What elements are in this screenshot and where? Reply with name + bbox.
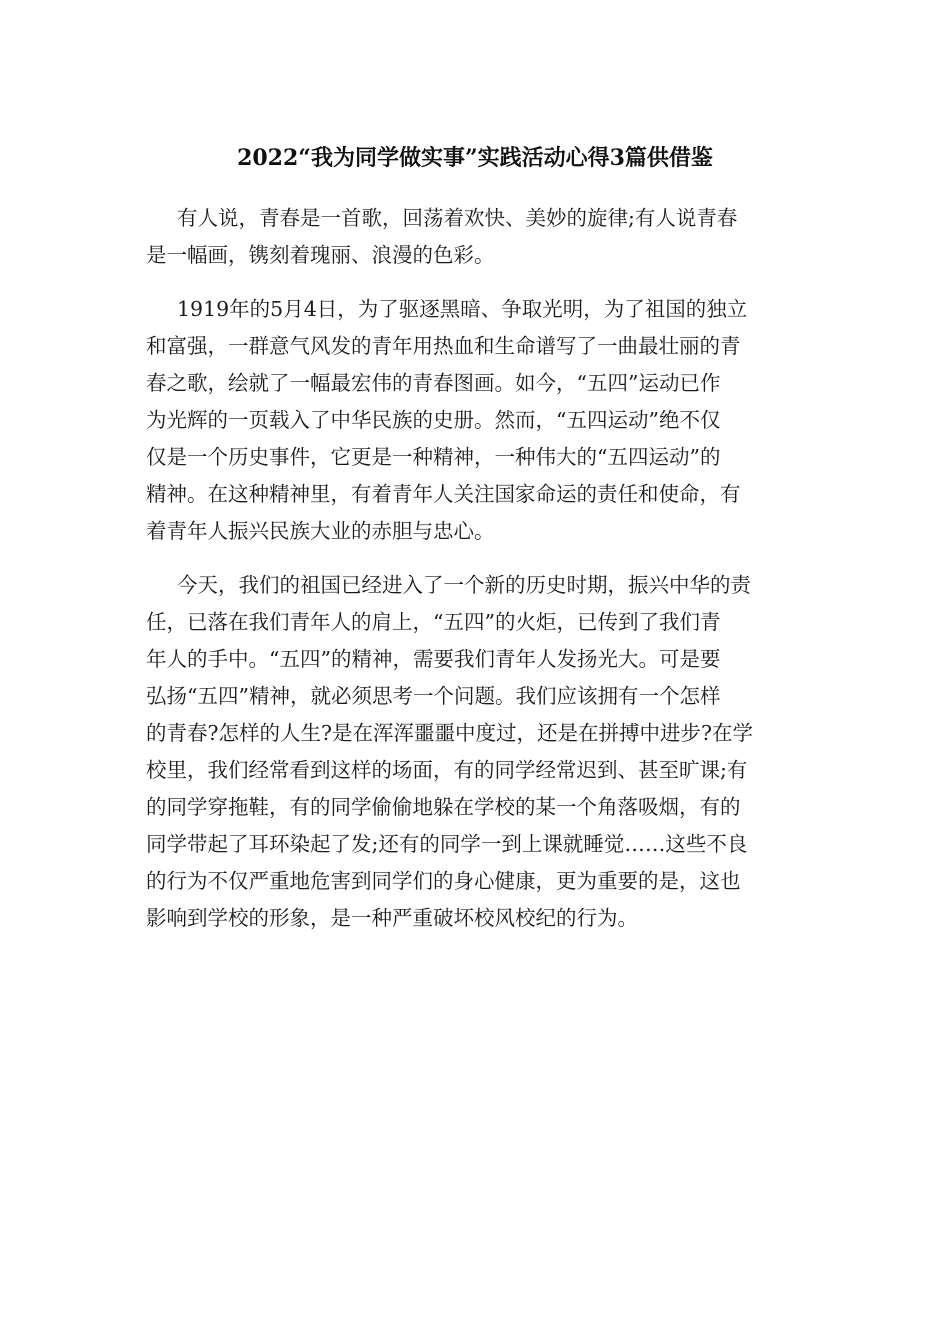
document-body (146, 200, 804, 954)
text-line: 1919年的5月4日，为了驱逐黑暗、争取光明，为了祖国的独立 (177, 297, 748, 321)
text-line: 同学带起了耳环染起了发;还有的同学一到上课就睡觉……这些不良 (146, 832, 748, 856)
text-line: 年人的手中。“五四”的精神，需要我们青年人发扬光大。可是要 (146, 647, 721, 671)
text-line: 的青春?怎样的人生?是在浑浑噩噩中度过，还是在拼搏中进步?在学 (146, 721, 753, 745)
text-line: 春之歌，绘就了一幅最宏伟的青春图画。如今，“五四”运动已作 (146, 371, 721, 395)
text-line: 今天，我们的祖国已经进入了一个新的历史时期，振兴中华的责 (177, 573, 751, 597)
text-line: 和富强，一群意气风发的青年用热血和生命谱写了一曲最壮丽的青 (146, 334, 741, 358)
text-line: 有人说，青春是一首歌，回荡着欢快、美妙的旋律;有人说青春 (177, 206, 738, 230)
document-title: 2022“我为同学做实事”实践活动心得3篇供借鉴 (237, 145, 713, 171)
text-line: 精神。在这种精神里，有着青年人关注国家命运的责任和使命，有 (146, 482, 741, 506)
text-line: 的同学穿拖鞋，有的同学偷偷地躲在学校的某一个角落吸烟，有的 (146, 795, 741, 819)
text-line: 弘扬“五四”精神，就必须思考一个问题。我们应该拥有一个怎样 (146, 684, 721, 708)
text-line: 任，已落在我们青年人的肩上，“五四”的火炬，已传到了我们青 (146, 610, 721, 634)
paragraph-3 (146, 567, 804, 937)
text-line: 为光辉的一页载入了中华民族的史册。然而，“五四运动”绝不仅 (146, 408, 721, 432)
text-line: 校里，我们经常看到这样的场面，有的同学经常迟到、甚至旷课;有 (146, 758, 748, 782)
text-line: 影响到学校的形象，是一种严重破坏校风校纪的行为。 (146, 906, 638, 930)
paragraph-2 (146, 291, 804, 550)
text-line: 仅是一个历史事件，它更是一种精神，一种伟大的“五四运动”的 (146, 445, 721, 469)
paragraph-1 (146, 200, 804, 274)
text-line: 着青年人振兴民族大业的赤胆与忠心。 (146, 519, 495, 543)
text-line: 是一幅画，镌刻着瑰丽、浪漫的色彩。 (146, 243, 495, 267)
text-line: 的行为不仅严重地危害到同学们的身心健康，更为重要的是，这也 (146, 869, 741, 893)
